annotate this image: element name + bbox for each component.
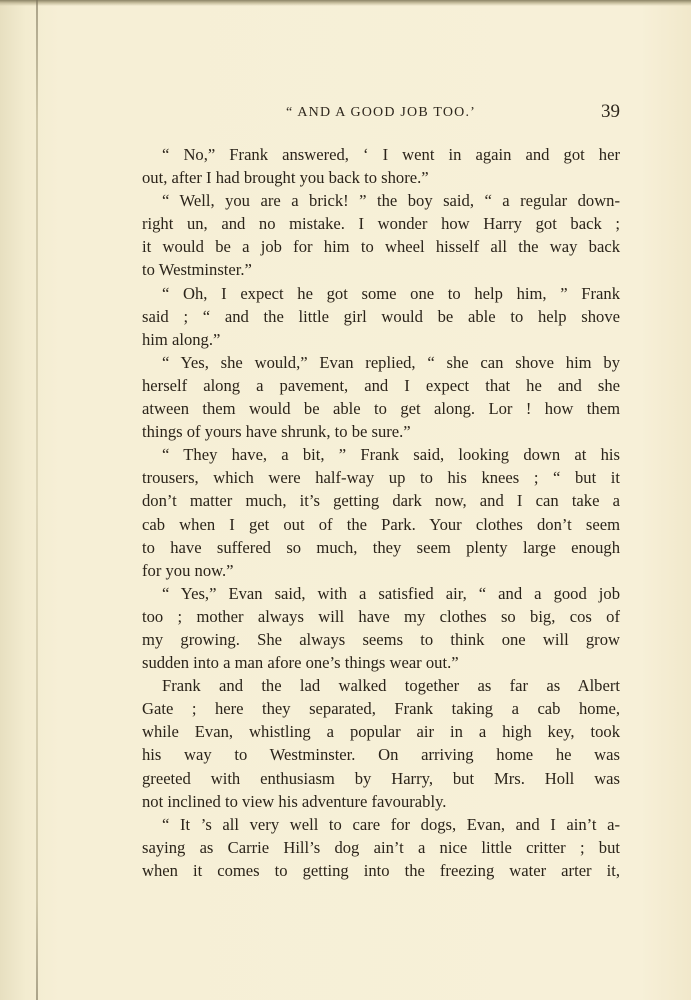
text-line: “ They have, a bit, ” Frank said, looking down at his [162,445,620,465]
running-head [140,101,620,125]
binding-gutter [36,0,38,1000]
text-line: out, after I had brought you back to shore.” [142,168,429,188]
text-line: while Evan, whistling a popular air in a high key, took [142,722,620,742]
page-number: 39 [601,101,620,122]
text-line: “ Yes,” Evan said, with a satisfied air, “ and a good job [162,583,620,603]
text-line: Gate ; here they separated, Frank taking a cab home, [142,699,620,719]
text-line: “ Oh, I expect he got some one to help him, ” Frank [162,283,620,303]
text-line: when it comes to getting into the freezing water arter it, [142,860,620,880]
text-line: don’t matter much, it’s getting dark now, and I can take a [142,491,620,511]
body-text [142,143,620,882]
text-line: to have suffered so much, they seem plenty large enough [142,537,620,557]
text-line: it would be a job for him to wheel hisself all the way back [142,237,620,257]
text-line: him along.” [142,329,221,349]
text-line: his way to Westminster. On arriving home he was [142,745,620,765]
text-line: herself along a pavement, and I expect that he and she [142,375,620,395]
text-line: things of yours have shrunk, to be sure.” [142,422,411,442]
text-line: too ; mother always will have my clothes so big, cos of [142,606,620,626]
text-line: “ No,” Frank answered, ‘ I went in again and got her [162,145,620,164]
text-line: trousers, which were half-way up to his knees ; “ but it [142,468,620,488]
text-line: “ Yes, she would,” Evan replied, “ she can shove him by [162,352,620,372]
text-line: “ Well, you are a brick! ” the boy said, “ a regular down- [162,191,620,211]
page-top-edge [0,0,691,6]
text-line: cab when I get out of the Park. Your clothes don’t seem [142,514,620,534]
text-line: greeted with enthusiasm by Harry, but Mrs. Holl was [142,768,620,788]
text-line: sudden into a man afore one’s things wear out.” [142,653,459,673]
running-title: “ AND A GOOD JOB TOO.’ [286,105,477,120]
text-line: not inclined to view his adventure favourably. [142,791,447,811]
text-line: said ; “ and the little girl would be able to help shove [142,306,620,326]
text-line: my growing. She always seems to think one will grow [142,629,620,649]
text-line: saying as Carrie Hill’s dog ain’t a nice little critter ; but [142,837,620,857]
text-line: right un, and no mistake. I wonder how Harry got back ; [142,214,620,234]
text-line: atween them would be able to get along. Lor ! how them [142,399,620,419]
text-line: for you now.” [142,560,234,580]
text-line: “ It ’s all very well to care for dogs, Evan, and I ain’t a- [162,814,620,834]
text-line: to Westminster.” [142,260,252,280]
text-line: Frank and the lad walked together as far as Albert [162,676,620,696]
